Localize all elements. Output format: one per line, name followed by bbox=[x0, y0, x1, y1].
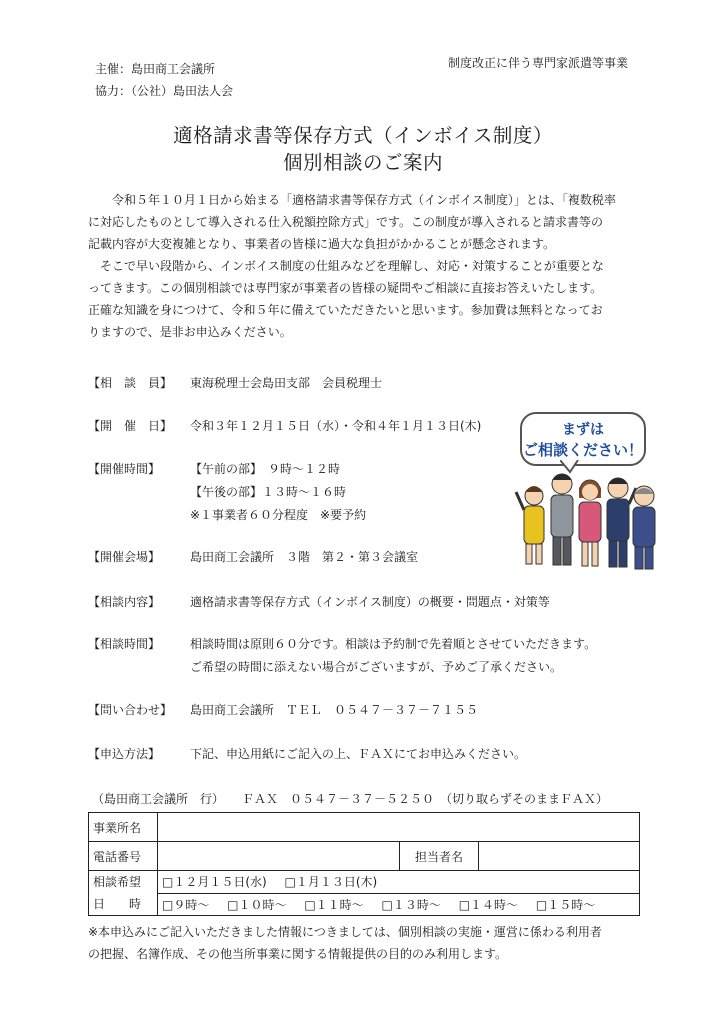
person-icon bbox=[516, 486, 544, 564]
footer-line1: ※本申込みにご記入いただきました情報につきましては、個別相談の実施・運営に係わる利用者 bbox=[88, 925, 602, 939]
contact-value: 島田商工会議所 ＴＥＬ ０５４７－３７－７１５５ bbox=[190, 703, 479, 717]
date-options bbox=[158, 871, 640, 894]
request-label-line2: 日 時 bbox=[93, 897, 142, 911]
request-label bbox=[89, 871, 158, 916]
venue-label: 【開催会場】 bbox=[88, 550, 161, 564]
date-label: 【開 催 日】 bbox=[88, 419, 173, 433]
duration-label: 【相談時間】 bbox=[88, 637, 161, 651]
intro-line: 記載内容が大変複雑となり、事業者の皆様に過大な負担がかかることが懸念されます。 bbox=[88, 237, 556, 251]
time-checkbox[interactable]: □１４時～ bbox=[458, 897, 519, 912]
time-pm: 【午後の部】１３時～１６時 bbox=[190, 485, 347, 499]
time-note: ※１事業者６０分程度 ※要予約 bbox=[190, 508, 367, 522]
phone-label: 電話番号 bbox=[89, 842, 158, 871]
content-label: 【相談内容】 bbox=[88, 595, 161, 609]
person-field[interactable] bbox=[479, 842, 640, 871]
title-line2: 個別相談のご案内 bbox=[282, 151, 443, 174]
speech-bubble bbox=[520, 412, 646, 466]
business-name-label: 事業所名 bbox=[89, 813, 158, 842]
apply-value: 下記、申込用紙にご記入の上、ＦＡＸにてお申込みください。 bbox=[190, 747, 527, 761]
intro-line: りますので、是非お申込みください。 bbox=[88, 325, 292, 339]
request-label-line1: 相談希望 bbox=[93, 875, 142, 889]
intro-line: に対応したものとして導入される仕入税額控除方式」です。この制度が導入されると請求書等の bbox=[88, 215, 604, 229]
date-checkbox[interactable]: □１２月１５日(水) bbox=[162, 875, 267, 890]
organizer: 主催：島田商工会議所 bbox=[95, 62, 216, 76]
duration-line2: ご希望の時間に添えない場合がございますが、予めご了承ください。 bbox=[190, 660, 563, 674]
duration-line1: 相談時間は原則６０分です。相談は予約制で先着順とさせていただきます。 bbox=[190, 637, 597, 651]
time-checkbox[interactable]: □１０時～ bbox=[227, 897, 287, 912]
time-am: 【午前の部】 ９時～１２時 bbox=[190, 462, 341, 476]
intro-line: そこで早い段階から、インボイス制度の仕組みなどを理解し、対応・対策することが重要とな bbox=[100, 259, 604, 273]
phone-field[interactable] bbox=[158, 842, 400, 871]
venue-value: 島田商工会議所 ３階 第２・第３会議室 bbox=[190, 550, 419, 564]
content-value: 適格請求書等保存方式（インボイス制度）の概要・問題点・対策等 bbox=[190, 595, 550, 609]
people-illustration bbox=[512, 462, 662, 572]
contact-label: 【問い合わせ】 bbox=[88, 703, 173, 717]
time-checkbox[interactable]: □１５時～ bbox=[535, 897, 596, 912]
time-checkbox[interactable]: □９時～ bbox=[162, 897, 210, 912]
date-value: 令和３年１２月１５日（水）・令和４年１月１３日(木) bbox=[190, 419, 482, 433]
intro-line: 正確な知識を身につけて、令和５年に備えていただきたいと思います。参加費は無料となってお bbox=[88, 303, 603, 317]
business-name-field[interactable] bbox=[158, 813, 640, 842]
fax-line: （島田商工会議所 行） ＦＡＸ ０５４７－３７－５２５０ （切り取らずそのままＦＡＸ） bbox=[92, 792, 609, 806]
intro-text bbox=[88, 189, 640, 343]
bubble-line1: まずは bbox=[562, 422, 604, 438]
application-form bbox=[88, 812, 640, 916]
consultant-value: 東海税理士会島田支部 会員税理士 bbox=[190, 376, 383, 390]
intro-line: 令和５年１０月１日から始まる「適格請求書等保存方式（インボイス制度）」とは、「複数税率 bbox=[112, 193, 616, 207]
time-checkbox[interactable]: □１３時～ bbox=[381, 897, 441, 912]
person-icon bbox=[579, 480, 601, 566]
apply-label: 【申込方法】 bbox=[88, 747, 161, 761]
cooperation: 協力：（公社）島田法人会 bbox=[95, 84, 234, 98]
consultant-label: 【相 談 員】 bbox=[88, 376, 173, 390]
person-icon bbox=[633, 486, 655, 569]
person-icon bbox=[607, 478, 636, 567]
program-name: 制度改正に伴う専門家派遣等事業 bbox=[448, 56, 629, 70]
bubble-line2: ご相談ください！ bbox=[522, 441, 643, 459]
time-options bbox=[158, 893, 640, 916]
time-label: 【開催時間】 bbox=[88, 462, 161, 476]
date-checkbox[interactable]: □１月１３日(木) bbox=[284, 875, 378, 890]
intro-line: ってきます。この個別相談では専門家が事業者の皆様の疑問やご相談に直接お答えいたします。 bbox=[88, 281, 603, 295]
title-line1: 適格請求書等保存方式（インボイス制度） bbox=[173, 124, 553, 147]
person-label: 担当者名 bbox=[400, 842, 479, 871]
person-icon bbox=[551, 474, 573, 565]
footer-line2: の把握、名簿作成、その他当所事業に関する情報提供の目的のみ利用します。 bbox=[88, 947, 508, 961]
time-checkbox[interactable]: □１１時～ bbox=[304, 897, 364, 912]
